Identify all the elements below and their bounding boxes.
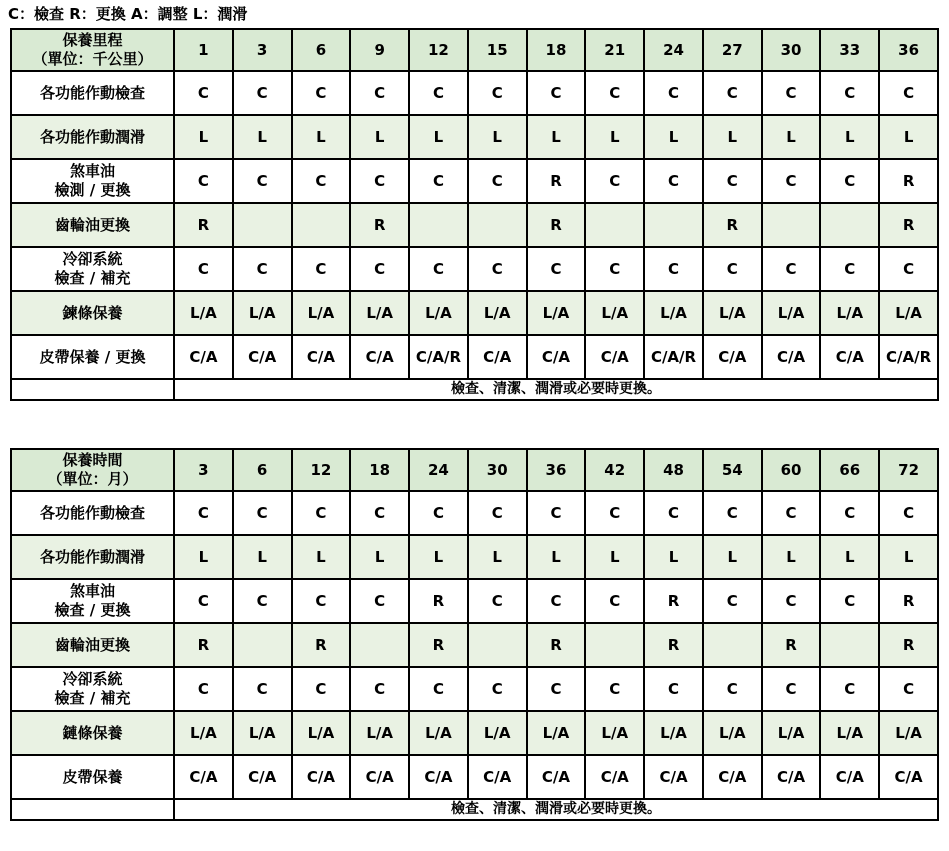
maintenance-table-mileage [10,28,939,401]
table-cell: C/A [585,335,644,379]
table-cell: C/A [527,755,586,799]
table-cell: L [879,535,938,579]
table-cell: C/A [762,755,821,799]
row-label-line1: 冷卻系統 [62,250,123,268]
column-header: 36 [527,449,586,491]
header-row [11,29,938,71]
table-cell: C [820,579,879,623]
table-cell: C [292,667,351,711]
header-label-line1: 保養里程 [62,31,123,49]
table-cell: C [644,667,703,711]
row-label [11,579,174,623]
table-cell: C [762,159,821,203]
legend-text: C：檢查 R：更換 A：調整 L：潤滑 [8,5,248,23]
table-cell: C [174,491,233,535]
table-cell: C [350,579,409,623]
table-cell: L/A [350,291,409,335]
table-cell: C [350,159,409,203]
table-cell: C [292,159,351,203]
row-label-line2: 檢查 / 補充 [54,689,131,707]
table-cell: L [585,535,644,579]
table-cell: L [233,535,292,579]
header-label [11,449,174,491]
column-header: 72 [879,449,938,491]
table-cell: L [233,115,292,159]
table-cell: L/A [585,291,644,335]
table-cell: C [174,247,233,291]
table-cell: C [409,247,468,291]
table-cell: C/A [644,755,703,799]
table-cell: C [292,71,351,115]
table-cell: L [820,115,879,159]
row-label [11,335,174,379]
table-cell [233,623,292,667]
table-cell: C [820,247,879,291]
table-cell: L/A [233,711,292,755]
table-cell: C [879,71,938,115]
table-cell [820,203,879,247]
row-label-line1: 煞車油 [69,582,115,600]
header-label-line1: 保養時間 [62,451,123,469]
table-cell: L/A [644,291,703,335]
table-cell [468,623,527,667]
table-cell: C [350,491,409,535]
column-header: 30 [468,449,527,491]
table-row [11,291,938,335]
table-cell: L [174,535,233,579]
table-row [11,247,938,291]
table-cell: C [468,491,527,535]
table-cell: L [820,535,879,579]
table-cell: L/A [585,711,644,755]
table-cell: L [644,115,703,159]
table-cell: C/A [233,755,292,799]
table-cell: C [762,247,821,291]
table-cell: C [703,159,762,203]
table-cell: L/A [527,291,586,335]
table-cell: R [409,623,468,667]
table-row [11,159,938,203]
row-label-line1: 煞車油 [69,162,115,180]
table-cell: L/A [468,291,527,335]
table-cell: C [350,247,409,291]
table-cell: C [468,667,527,711]
table-cell: C [468,71,527,115]
note-text: 檢查、清潔、潤滑或必要時更換。 [174,799,938,820]
table-cell: C/A [703,335,762,379]
table-cell [644,203,703,247]
table-cell [820,623,879,667]
table-cell: L/A [174,291,233,335]
row-label-line1: 鍊條保養 [62,303,123,322]
table-cell: C [174,159,233,203]
table-cell: L/A [762,291,821,335]
table-cell: C [233,579,292,623]
table-cell: L [703,115,762,159]
row-label [11,711,174,755]
table-cell: C [762,579,821,623]
table-row [11,623,938,667]
table-cell: L [644,535,703,579]
table-cell: R [879,159,938,203]
row-label-line2: 檢測 / 更換 [54,181,131,199]
table-cell: L [174,115,233,159]
table-cell: C [703,491,762,535]
table-cell: L/A [409,291,468,335]
column-header: 36 [879,29,938,71]
table-cell: C [762,667,821,711]
row-label [11,247,174,291]
table-row [11,203,938,247]
column-header: 24 [644,29,703,71]
table-cell: L [350,535,409,579]
table-cell: C [233,667,292,711]
table-cell: C [820,71,879,115]
table-cell: C/A [762,335,821,379]
table-cell: C [879,491,938,535]
header-label-line2: （單位：千公里） [32,50,153,68]
column-header: 3 [174,449,233,491]
table-cell: C [762,491,821,535]
header-label-line2: （單位：月） [47,470,138,488]
row-label [11,667,174,711]
table-cell: C/A [703,755,762,799]
table-cell: C [585,247,644,291]
table-cell: L [703,535,762,579]
table-cell: C/A [350,335,409,379]
table-cell: C [703,579,762,623]
table-cell: C/A [879,755,938,799]
table-cell: R [703,203,762,247]
table-cell: C [409,159,468,203]
table-cell: C [879,247,938,291]
table-cell: C [527,247,586,291]
table-cell: C/A [174,755,233,799]
table-row [11,71,938,115]
row-label [11,291,174,335]
column-header: 42 [585,449,644,491]
row-label-line1: 各功能作動檢查 [39,503,145,522]
table-cell: L [527,535,586,579]
table-cell [409,203,468,247]
table-cell: C/A [820,755,879,799]
column-header: 6 [233,449,292,491]
header-row [11,449,938,491]
row-label-line1: 皮帶保養 [62,767,123,786]
table-cell [350,623,409,667]
table-cell: C/A [174,335,233,379]
table-cell: L [762,115,821,159]
column-header: 12 [409,29,468,71]
table-cell: C [233,159,292,203]
table-cell: R [527,203,586,247]
table-cell: L/A [292,291,351,335]
table-cell: C [644,491,703,535]
table-cell: C [644,247,703,291]
table-cell: L [409,535,468,579]
table-cell: C [292,247,351,291]
table-cell: C/A/R [879,335,938,379]
table-cell: R [644,579,703,623]
table-cell: C [527,71,586,115]
column-header: 15 [468,29,527,71]
note-row [11,379,938,400]
table-cell: R [644,623,703,667]
table-cell: C [585,667,644,711]
header-label [11,29,174,71]
row-label-line1: 冷卻系統 [62,670,123,688]
table-cell: L [468,535,527,579]
table-row [11,667,938,711]
table-cell: C [527,579,586,623]
table-cell: R [174,203,233,247]
column-header: 48 [644,449,703,491]
row-label [11,115,174,159]
row-label-line1: 各功能作動潤滑 [39,127,145,146]
table-cell: C [703,247,762,291]
table-cell: C [879,667,938,711]
column-header: 12 [292,449,351,491]
table-cell: L/A [820,711,879,755]
table-cell: L [879,115,938,159]
table-cell: R [762,623,821,667]
table-cell: C/A [233,335,292,379]
table-cell: L/A [762,711,821,755]
note-empty-cell [11,799,174,820]
table-cell: L [292,535,351,579]
column-header: 24 [409,449,468,491]
column-header: 66 [820,449,879,491]
table-cell: L [468,115,527,159]
row-label [11,491,174,535]
column-header: 27 [703,29,762,71]
table-cell: C/A/R [409,335,468,379]
column-header: 33 [820,29,879,71]
table-cell: L/A [703,711,762,755]
column-header: 18 [350,449,409,491]
table-cell: C [703,667,762,711]
column-header: 1 [174,29,233,71]
table-cell: C [350,71,409,115]
row-label-line1: 各功能作動檢查 [39,83,145,102]
table-cell [703,623,762,667]
table-cell: L [585,115,644,159]
table-cell: L/A [292,711,351,755]
table-cell: C [585,491,644,535]
table-cell [468,203,527,247]
table-cell: C [409,667,468,711]
table-cell: C [409,491,468,535]
table-cell: L [292,115,351,159]
table-cell: C [468,579,527,623]
table-cell: C [233,71,292,115]
table-cell: C [644,71,703,115]
table-cell: C/A [468,335,527,379]
column-header: 18 [527,29,586,71]
column-header: 3 [233,29,292,71]
table-row [11,491,938,535]
table-cell: L/A [527,711,586,755]
table-cell [585,623,644,667]
table-row [11,711,938,755]
table-cell: C/A [350,755,409,799]
table-cell: C [233,247,292,291]
column-header: 60 [762,449,821,491]
table-cell: C [174,667,233,711]
row-label-line2: 檢查 / 更換 [54,601,131,619]
table-cell [762,203,821,247]
table-row [11,579,938,623]
table-cell: R [879,623,938,667]
table-cell: R [527,159,586,203]
table-cell: C [292,491,351,535]
row-label [11,535,174,579]
column-header: 30 [762,29,821,71]
table-cell: L/A [174,711,233,755]
table-cell [233,203,292,247]
table-cell: C/A [820,335,879,379]
table-cell: L [350,115,409,159]
row-label-line1: 鏈條保養 [62,723,123,742]
table-cell: C [527,667,586,711]
table-cell: C [762,71,821,115]
table-cell: L/A [409,711,468,755]
table-cell: C [350,667,409,711]
table-cell: C [233,491,292,535]
table-row [11,115,938,159]
table-cell: C [468,247,527,291]
table-row [11,755,938,799]
table-cell: C [820,159,879,203]
table-cell: R [879,203,938,247]
table-cell: L [762,535,821,579]
table-cell: C/A [527,335,586,379]
table-cell [585,203,644,247]
row-label-line1: 齒輪油更換 [54,635,130,654]
table-cell: C/A [409,755,468,799]
table-cell: C [585,579,644,623]
row-label [11,203,174,247]
table-cell: C [820,491,879,535]
table-cell: C [174,579,233,623]
table-cell: L/A [644,711,703,755]
table-row [11,535,938,579]
table-cell: R [174,623,233,667]
table-cell: C [468,159,527,203]
table-cell: C [585,159,644,203]
column-header: 54 [703,449,762,491]
note-text: 檢查、清潔、潤滑或必要時更換。 [174,379,938,400]
row-label [11,71,174,115]
column-header: 21 [585,29,644,71]
table-cell: L/A [468,711,527,755]
table-cell: C [527,491,586,535]
column-header: 9 [350,29,409,71]
row-label-line1: 齒輪油更換 [54,215,130,234]
table-row [11,335,938,379]
table-cell: R [879,579,938,623]
maintenance-table-time [10,448,939,821]
table-cell: L/A [879,711,938,755]
table-cell: C [820,667,879,711]
row-label [11,623,174,667]
row-label-line1: 各功能作動潤滑 [39,547,145,566]
table-cell: C/A [292,335,351,379]
table-cell: C/A [468,755,527,799]
table-cell: L/A [350,711,409,755]
table-cell: C/A [292,755,351,799]
table-cell: C [292,579,351,623]
table-cell: L [527,115,586,159]
table-cell: L/A [233,291,292,335]
table-cell: R [350,203,409,247]
table-cell: C [644,159,703,203]
table-cell: R [409,579,468,623]
table-cell: C [585,71,644,115]
table-cell: L/A [879,291,938,335]
row-label-line2: 檢查 / 補充 [54,269,131,287]
table-cell: C/A/R [644,335,703,379]
table-cell: R [527,623,586,667]
row-label [11,755,174,799]
table-cell [292,203,351,247]
row-label [11,159,174,203]
table-cell: C [409,71,468,115]
table-cell: L [409,115,468,159]
row-label-line1: 皮帶保養 / 更換 [39,347,146,366]
table-cell: R [292,623,351,667]
table-cell: L/A [820,291,879,335]
table-cell: C [174,71,233,115]
note-empty-cell [11,379,174,400]
table-cell: C/A [585,755,644,799]
table-cell: L/A [703,291,762,335]
note-row [11,799,938,820]
column-header: 6 [292,29,351,71]
table-cell: C [703,71,762,115]
